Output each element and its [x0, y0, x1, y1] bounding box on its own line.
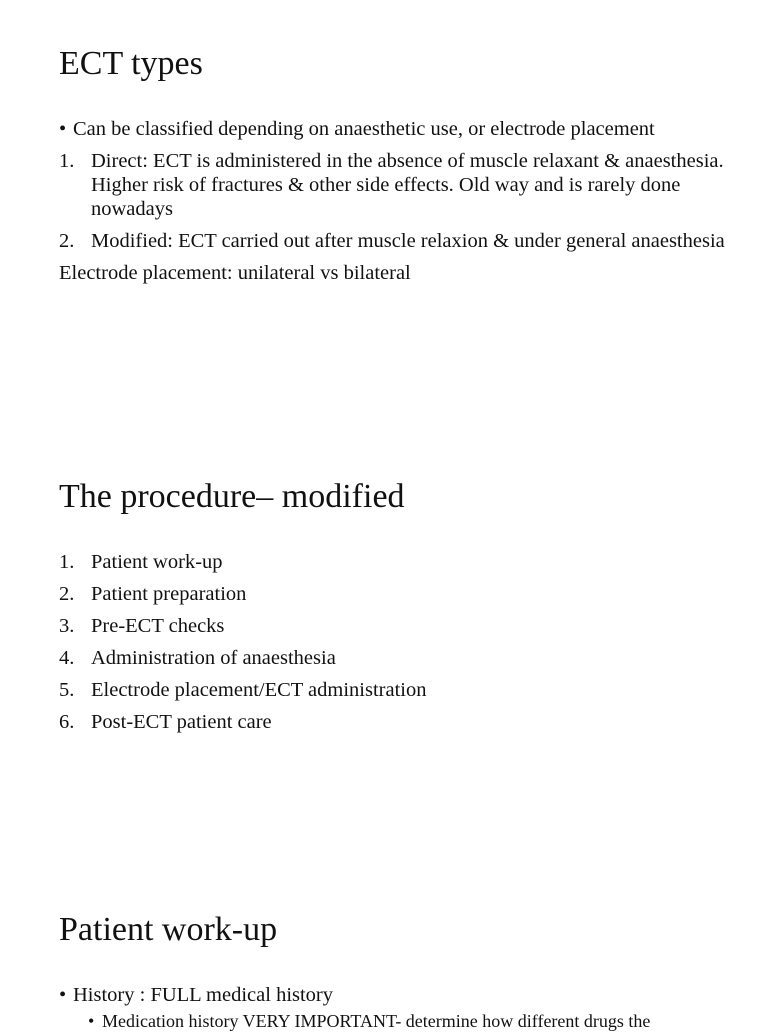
slide-patient-work-up	[59, 910, 748, 1032]
slide-procedure-modified	[59, 477, 748, 734]
item-number: 1.	[59, 551, 75, 573]
item-text: Modified: ECT carried out after muscle relaxion & under general anaesthesia	[91, 230, 725, 252]
slide-title: The procedure– modified	[59, 478, 405, 515]
numbered-item	[59, 614, 748, 638]
bullet-item	[59, 117, 748, 141]
bullet-icon: •	[59, 984, 67, 1006]
plain-text-line: Electrode placement: unilateral vs bilateral	[59, 262, 411, 284]
slide-title: Patient work-up	[59, 911, 278, 948]
bullet-icon: •	[59, 118, 67, 140]
bullet-text: History : FULL medical history	[73, 984, 334, 1006]
item-text: Electrode placement/ECT administration	[91, 679, 427, 701]
item-number: 5.	[59, 679, 75, 701]
slide-title: ECT types	[59, 45, 203, 82]
item-text: Direct: ECT is administered in the absence of muscle relaxant & anaesthesia. Higher risk of fractures & other side effects. Old way and is rarely done nowadays	[91, 150, 724, 220]
item-text: Patient work-up	[91, 551, 223, 573]
slide-body	[59, 117, 748, 285]
slide-body	[59, 550, 748, 734]
numbered-item	[59, 646, 748, 670]
numbered-item	[59, 678, 748, 702]
item-number: 3.	[59, 615, 75, 637]
item-text: Pre-ECT checks	[91, 615, 225, 637]
numbered-item	[59, 582, 748, 606]
sub-bullet-icon: •	[88, 1011, 95, 1031]
numbered-item	[59, 229, 748, 253]
slide-body	[59, 983, 748, 1032]
item-text: Administration of anaesthesia	[91, 647, 336, 669]
bullet-item	[59, 983, 748, 1007]
slide-ect-types	[59, 44, 748, 285]
numbered-item	[59, 149, 748, 221]
numbered-item	[59, 710, 748, 734]
item-number: 2.	[59, 230, 75, 252]
item-text: Patient preparation	[91, 583, 247, 605]
bullet-text: Can be classified depending on anaesthetic use, or electrode placement	[73, 118, 655, 140]
sub-bullet-item	[59, 1010, 748, 1032]
item-number: 6.	[59, 711, 75, 733]
item-number: 1.	[59, 150, 75, 172]
sub-bullet-text: Medication history VERY IMPORTANT- determine how different drugs the	[102, 1011, 651, 1031]
item-number: 2.	[59, 583, 75, 605]
item-number: 4.	[59, 647, 75, 669]
numbered-item	[59, 550, 748, 574]
item-text: Post-ECT patient care	[91, 711, 272, 733]
